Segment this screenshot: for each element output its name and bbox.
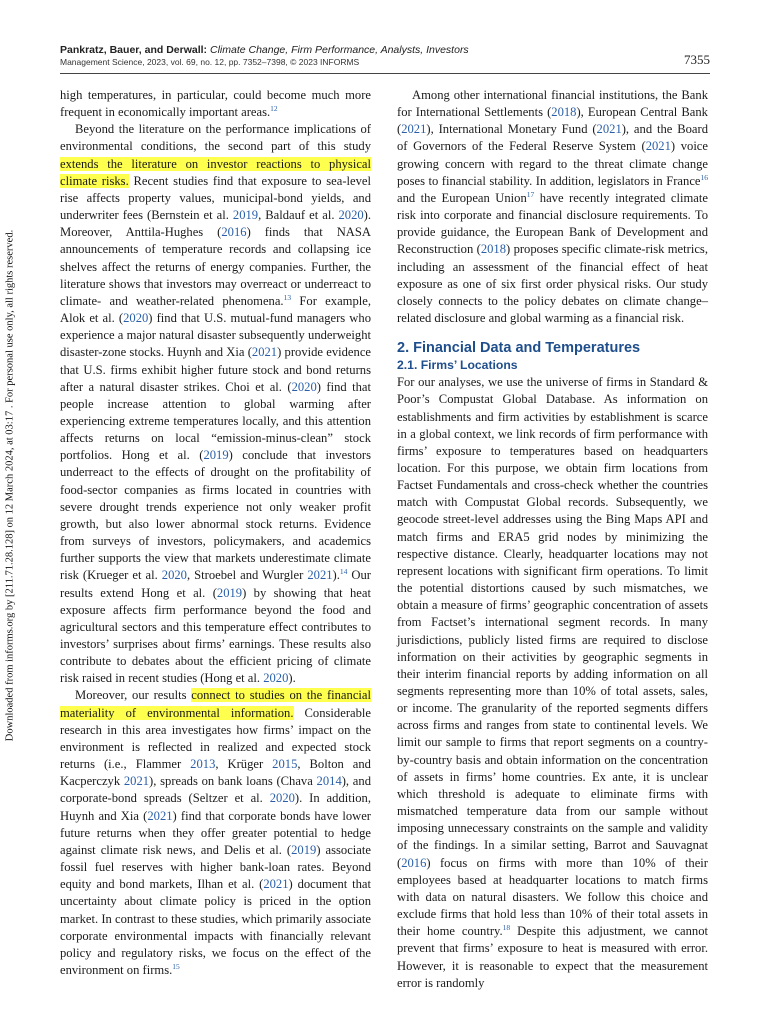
download-watermark: Downloaded from informs.org by [211.71.28.128] on 12 March 2024, at 03:17 . For personal use only, all rights reserved. — [4, 229, 16, 742]
paragraph: For our analyses, we use the universe of firms in Standard & Poor’s Compustat Global Database. As information on establishments and firm activities by establishment is scarce in a global context, we link records of firm performance with firms’ exposure to temperatures based on headquarters location. For this purpose, we obtain firm locations from Factset Fundamentals and cross-check whether the countries match with Compustat Global records. Subsequently, we geocode street-level addresses using the Bing Maps API and match firms and ERA5 grid nodes by minimizing the respective distance. Clearly, headquarter locations may not represent locations with significant firm operations. To limit the potential distortions caused by such mismatches, we obtain a measure of firms’ geographic concentration of assets from Factset’s international segment records. In many jurisdictions, publicly listed firms are required to disclose information on their activities by geographic segments in their interim financial reports by adding information on all segments representing more than 10% of total assets, sales, or income. The granularity of the reported segments differs across firms and ranges from state to continental levels. We limit our sample to firms that report segments on a country-by-country basis and obtain information on the concentration of assets in firms’ home countries. Ex ante, it is unclear which threshold is adequate to eliminate firms with mismatched temperature data from our sample without imposing unnecessary constraints on the sample and validity of the findings. In a similar setting, Barrot and Sauvagnat (2016) focus on firms with more than 10% of their employees based at headquarter locations to match firms with data on natural disasters. We follow this choice and exclude firms that hold less than 10% of their total assets in their home country.$^{18}$ Despite this adjustment, we cannot prevent that firms’ exposure to heat is measured with error. However, it is reasonable to expect that the measurement error is randomly — [397, 375, 709, 990]
citation-link[interactable]: 2020 — [123, 311, 149, 326]
citation-link[interactable]: 2018 — [480, 242, 506, 257]
left-column — [60, 87, 371, 979]
citation-link[interactable]: 2021 — [147, 808, 173, 823]
citation-link[interactable]: 2019 — [291, 842, 317, 857]
paragraph: high temperatures, in particular, could become much more frequent in economically important areas.$^{12}$ — [60, 88, 371, 120]
footnote-ref[interactable]: 13 — [283, 292, 292, 302]
highlighted-text: extends the literature on investor reactions to physical climate risks. — [60, 156, 371, 188]
citation-link[interactable]: 2021 — [307, 568, 333, 583]
citation-link[interactable]: 2021 — [645, 139, 671, 154]
footnote-ref[interactable]: 18 — [502, 923, 511, 932]
highlighted-text: connect to studies on the financial materiality of environmental information. — [60, 688, 371, 720]
citation-link[interactable]: 2019 — [232, 208, 259, 223]
citation-link[interactable]: 2014 — [316, 774, 342, 789]
citation-link[interactable]: 2020 — [269, 791, 295, 806]
citation-link[interactable]: 2021 — [123, 774, 150, 789]
footnote-ref[interactable]: 17 — [526, 189, 535, 199]
footnote-ref[interactable]: 14 — [339, 567, 348, 577]
citation-link[interactable]: 2021 — [401, 122, 427, 137]
right-column — [397, 87, 708, 992]
header-journal: Management Science, 2023, vol. 69, no. 12, pp. 7352–7398, © 2023 INFORMS — [60, 57, 360, 67]
header-title-line — [60, 44, 710, 57]
paragraph: Beyond the literature on the performance implications of environmental conditions, the second part of this study extends the literature on investor reactions to physical climate risks. Recent studies find that exposure to sea-level rise affects property values, municipal-bond yields, and underwriter fees (Bernstein et al. 2019, Baldauf et al. 2020). Moreover, Anttila-Hughes (2016) finds that NASA announcements of temperature records and collapsing ice shelves affect the returns of energy companies. Further, the literature shows that investors may overreact or underreact to climate- and weather-related phenomena.$^{13}$ For example, Alok et al. (2020) find that U.S. mutual-fund managers who experience a major natural disaster subsequently underweight disaster-zone stocks. Huynh and Xia (2021) provide evidence that U.S. firms exhibit higher future stock and bond returns after a natural disaster strikes. Choi et al. (2020) find that people increase attention to global warming after experiencing extreme temperatures locally, and this attention affects returns on local “emission-minus-clean” stock portfolios. Hong et al. (2019) conclude that investors underreact to the effects of drought on the profitability of food-sector companies as firms located in countries with severe drought trends experience not only weaker profit growth, but also lower abnormal stock returns. Evidence from surveys of investors, policymakers, and academics further supports the view that markets underestimate climate risk (Krueger et al. 2020, Stroebel and Wurgler 2021).$^{14}$ Our results extend Hong et al. (2019) by showing that heat exposure affects firm performance beyond the food and agricultural sectors and this temperature effect contributes to investors’ surprises about firms’ earnings. These results also contribute to debates about the efficient pricing of climate risk raised in recent studies (Hong et al. 2020). — [60, 122, 372, 686]
citation-link[interactable]: 2019 — [216, 585, 243, 600]
header-divider — [60, 73, 710, 74]
header-authors: Pankratz, Bauer, and Derwall: — [60, 44, 208, 56]
citation-link[interactable]: 2020 — [263, 671, 289, 686]
section-heading: 2. Financial Data and Temperatures — [397, 340, 641, 357]
citation-link[interactable]: 2015 — [272, 757, 298, 772]
paragraph: Moreover, our results connect to studies on the financial materiality of environmental information. Considerable research in this area investigates how firms’ impact on the environment is reflected in realized and expected stock returns (i.e., Flammer 2013, Krüger 2015, Bolton and Kacperczyk 2021), spreads on bank loans (Chava 2014), and corporate-bond spreads (Seltzer et al. 2020). In addition, Huynh and Xia (2021) find that corporate bonds have lower future returns when they offer greater potential to hedge against climate risk news, and Delis et al. (2019) associate fossil fuel reserves with higher bank-loan rates. Beyond equity and bond markets, Ilhan et al. (2021) document that uncertainty about climate policy is priced in the option market. In contrast to these studies, which primarily associate corporate environmental impacts with financially relevant policy and regulatory risks, we focus on the effect of the environment on firms.$^{15}$ — [60, 688, 371, 977]
footnote-ref[interactable]: 16 — [700, 172, 708, 182]
citation-link[interactable]: 2016 — [221, 225, 247, 240]
subsection-heading: 2.1. Firms’ Locations — [397, 358, 518, 373]
citation-link[interactable]: 2021 — [263, 877, 289, 892]
citation-link[interactable]: 2020 — [291, 379, 317, 394]
running-header — [60, 44, 710, 68]
citation-link[interactable]: 2020 — [161, 568, 187, 583]
citation-link[interactable]: 2016 — [401, 855, 427, 870]
footnote-ref[interactable]: 15 — [172, 961, 180, 971]
citation-link[interactable]: 2020 — [338, 208, 364, 223]
footnote-ref[interactable]: 12 — [270, 103, 278, 113]
citation-link[interactable]: 2013 — [190, 757, 216, 772]
paragraph: Among other international financial institutions, the Bank for International Settlements (2018), European Central Bank (2021), International Monetary Fund (2021), and the Board of Governors of the Federal Reserve System (2021) voice growing concern with regard to the threat climate change poses to financial stability. In addition, legislators in France$^{16}$ and the European Union$^{17}$ have recently integrated climate risk into corporate and financial disclosure requirements. To provide guidance, the European Bank of Development and Reconstruction (2018) proposes specific climate-risk metrics, including an assessment of the financial effect of heat exposure as one of six first order physical risks. Our study closely connects to the policy debates on climate change–related disclosure and global warming as a financial risk. — [397, 88, 708, 326]
citation-link[interactable]: 2021 — [251, 345, 278, 360]
page-number: 7355 — [684, 52, 710, 67]
citation-link[interactable]: 2021 — [596, 122, 622, 137]
header-article-title: Climate Change, Firm Performance, Analysts, Investors — [209, 44, 469, 56]
citation-link[interactable]: 2019 — [203, 448, 229, 463]
citation-link[interactable]: 2018 — [551, 105, 577, 120]
